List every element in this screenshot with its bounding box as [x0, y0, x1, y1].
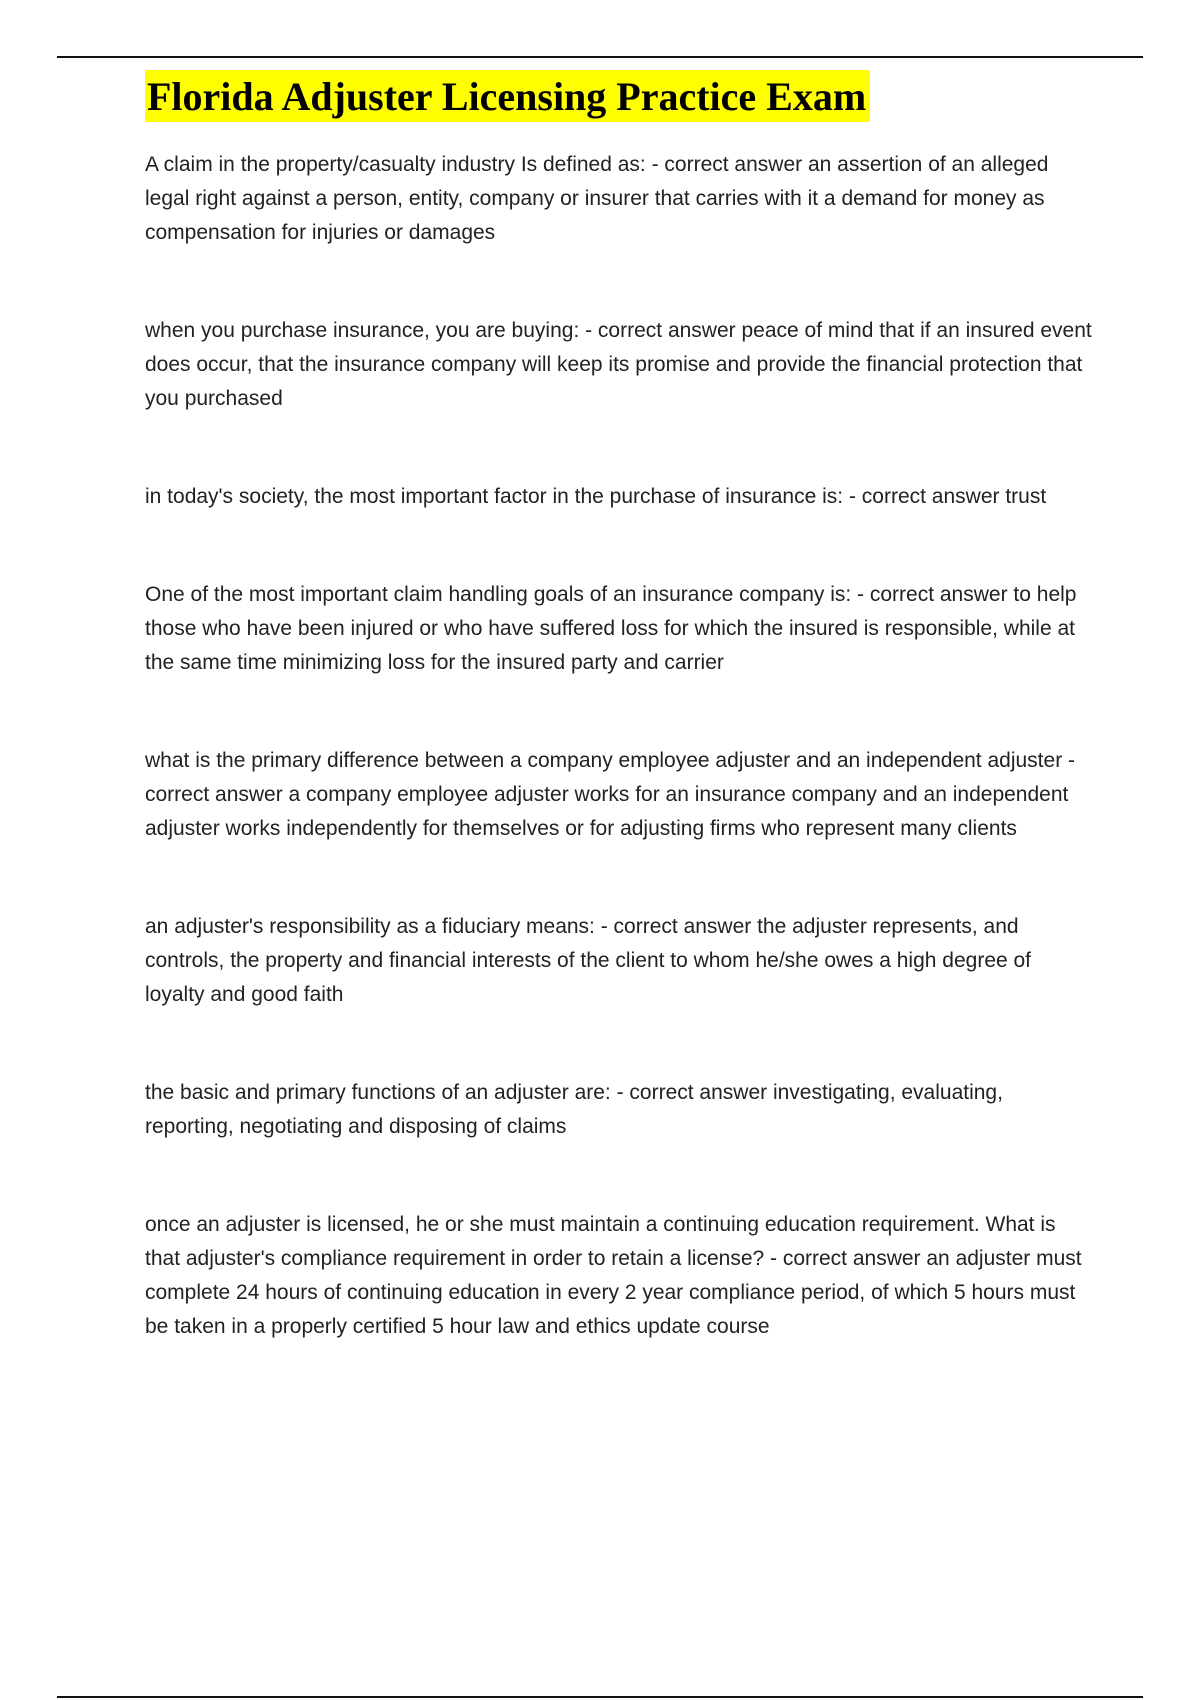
qa-item: the basic and primary functions of an adjuster are: - correct answer investigating, evaluating, reporting, negotiating and disposing of claims — [145, 1081, 1003, 1138]
question-answer-list — [145, 148, 1095, 1344]
header-rule — [57, 56, 1143, 58]
qa-item: what is the primary difference between a company employee adjuster and an independent adjuster - correct answer a company employee adjuster works for an insurance company and an independent adjuster works independently for themselves or for adjusting firms who represent many clients — [145, 749, 1076, 840]
qa-item: One of the most important claim handling goals of an insurance company is: - correct answer to help those who have been injured or who have suffered loss for which the insured is responsible, while at the same time minimizing loss for the insured party and carrier — [145, 583, 1077, 674]
document-title: Florida Adjuster Licensing Practice Exam — [145, 70, 870, 122]
qa-item: when you purchase insurance, you are buying: - correct answer peace of mind that if an insured event does occur, that the insurance company will keep its promise and provide the financial protection that you purchased — [145, 319, 1092, 410]
qa-item: once an adjuster is licensed, he or she must maintain a continuing education requirement. What is that adjuster's compliance requirement in order to retain a license? - correct answer an adjuster must complete 24 hours of continuing education in every 2 year compliance period, of which 5 hours must be taken in a properly certified 5 hour law and ethics update course — [145, 1213, 1082, 1338]
document-body — [145, 70, 1095, 1344]
qa-item: an adjuster's responsibility as a fiduciary means: - correct answer the adjuster represents, and controls, the property and financial interests of the client to whom he/she owes a high degree of loyalty and good faith — [145, 915, 1032, 1006]
qa-item: in today's society, the most important factor in the purchase of insurance is: - correct answer trust — [145, 485, 1047, 508]
footer-rule — [57, 1696, 1143, 1698]
qa-item: A claim in the property/casualty industry Is defined as: - correct answer an assertion of an alleged legal right against a person, entity, company or insurer that carries with it a demand for money as compensation for injuries or damages — [145, 153, 1049, 244]
